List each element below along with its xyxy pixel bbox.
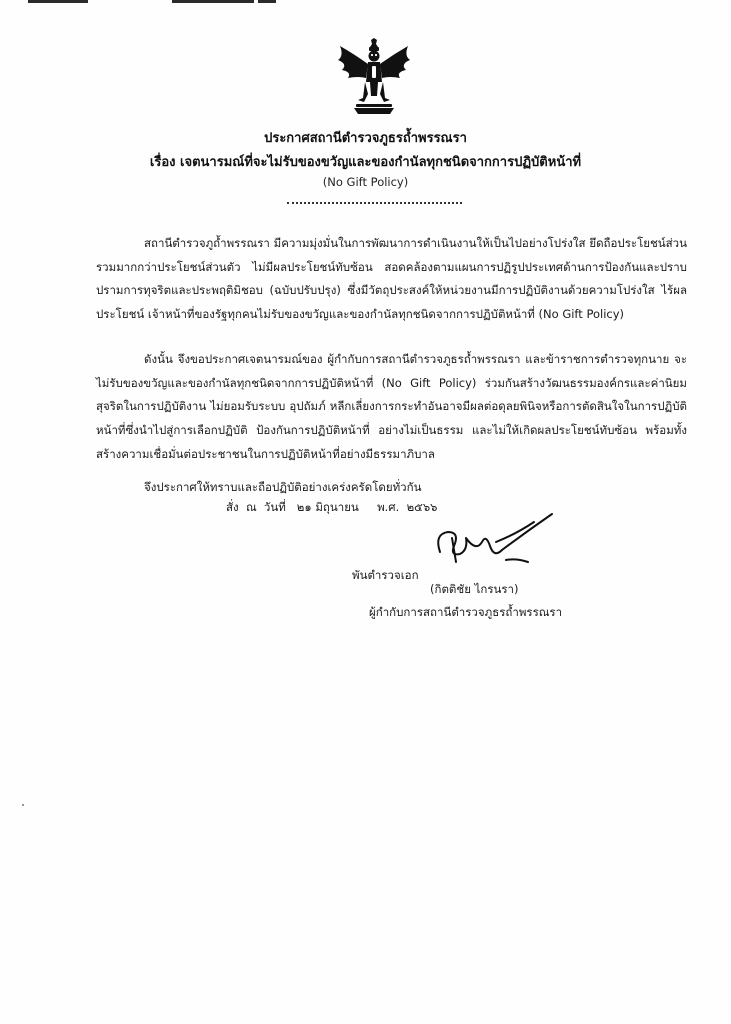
document-title: ประกาศสถานีตำรวจภูธรถ้ำพรรณรา bbox=[264, 131, 467, 146]
body-paragraph-1 bbox=[96, 232, 687, 327]
paragraph-text: สถานีตำรวจภูถ้ำพรรณรา มีความมุ่งมั่นในการพัฒนาการดำเนินงานให้เป็นไปอย่างโปร่งใส ยึดถือประโยชน์ส่วนรวมมากกว่าประโยชน์ส่วนตัว ไม่มีผลประโยชน์ทับซ้อน สอดคล้องตามแผนการปฏิรูปประเทศด้านการป้องกันและปราบปรามการทุจริตและประพฤติมิชอบ (ฉบับปรับปรุง) ซึ่งมีวัตถุประสงค์ให้หน่วยงานมีการปฏิบัติงานด้วยความโปร่งใส ไร้ผลประโยชน์ เจ้าหน้าที่ของรัฐทุกคนไม่รับของขวัญและของกำนัลทุกชนิดจากการปฏิบัติหน้าที่ (No Gift Policy) bbox=[96, 236, 687, 322]
scan-speck bbox=[22, 804, 24, 806]
policy-name: (No Gift Policy) bbox=[322, 175, 409, 189]
signer-position: ผู้กำกับการสถานีตำรวจภูธรถ้ำพรรณรา bbox=[369, 605, 563, 619]
paragraph-text: ดังนั้น จึงขอประกาศเจตนารมณ์ของ ผู้กำกับการสถานีตำรวจภูธรถ้ำพรรณรา และข้าราชการตำรวจทุกนาย จะไม่รับของขวัญและของกำนัลทุกชนิดจากการปฏิบัติหน้าที่ (No Gift Policy) ร่วมกันสร้างวัฒนธรรมองค์กรและค่านิยมสุจริตในการปฏิบัติงาน ไม่ยอมรับระบบ อุปถัมภ์ หลีกเลี่ยงการกระทำอันอาจมีผลต่อดุลยพินิจหรือการตัดสินใจในการปฏิบัติหน้าที่ซึ่งนำไปสู่การเลือกปฏิบัติ ป้องกันการปฏิบัติหน้าที่ อย่างไม่เป็นธรรม และไม่ให้เกิดผลประโยชน์ทับซ้อน พร้อมทั้งสร้างความเชื่อมั่นต่อประชาชนในการปฏิบัติหน้าที่อย่างมีธรรมาภิบาล bbox=[96, 352, 687, 461]
document-subject: เรื่อง เจตนารมณ์ที่จะไม่รับของขวัญและของกำนัลทุกชนิดจากการปฏิบัติหน้าที่ bbox=[149, 155, 582, 170]
body-paragraph-3 bbox=[96, 476, 687, 500]
body-paragraph-2 bbox=[96, 348, 687, 467]
scan-edge-mark bbox=[172, 0, 254, 3]
scan-edge-mark bbox=[28, 0, 88, 3]
dotted-divider bbox=[287, 202, 462, 204]
handwritten-signature bbox=[356, 512, 576, 572]
garuda-emblem-icon bbox=[334, 38, 414, 118]
scan-edge-mark bbox=[258, 0, 276, 3]
signer-rank: พันตำรวจเอก bbox=[352, 568, 419, 582]
paragraph-text: จึงประกาศให้ทราบและถือปฏิบัติอย่างเคร่งครัดโดยทั่วกัน bbox=[144, 480, 422, 494]
issue-date: สั่ง ณ วันที่ ๒๑ มิถุนายน พ.ศ. ๒๕๖๖ bbox=[226, 500, 438, 514]
signer-name: (กิตติชัย ไกรนรา) bbox=[430, 582, 519, 596]
